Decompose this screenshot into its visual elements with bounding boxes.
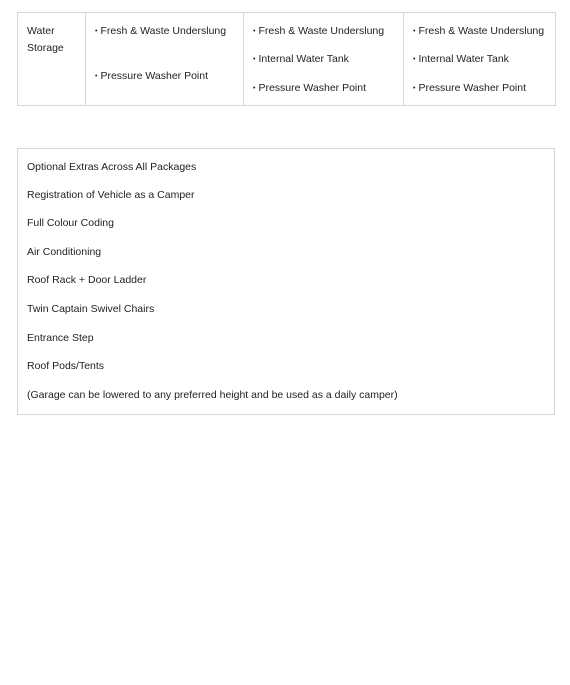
bullet-icon: • [413, 56, 416, 63]
list-item-label: Internal Water Tank [418, 53, 509, 65]
bullet-icon: • [95, 73, 98, 80]
bullet-icon: • [413, 85, 416, 92]
list-item: Twin Captain Swivel Chairs [27, 303, 155, 315]
list-item-label: Internal Water Tank [258, 53, 349, 65]
package-cell-1 [86, 13, 244, 106]
list-item [95, 23, 226, 40]
row-label-cell [18, 13, 86, 106]
list-item-label: Pressure Washer Point [418, 82, 527, 94]
list-item [413, 51, 509, 68]
list-item [253, 80, 366, 97]
list-item: (Garage can be lowered to any preferred height and be used as a daily camper) [27, 389, 398, 401]
list-item [95, 68, 208, 85]
list-item: Roof Rack + Door Ladder [27, 274, 147, 286]
list-item-label: Fresh & Waste Underslung [100, 25, 227, 37]
list-item-label: Fresh & Waste Underslung [258, 25, 385, 37]
bullet-icon: • [413, 28, 416, 35]
list-item: Air Conditioning [27, 246, 102, 258]
package-cell-2 [244, 13, 404, 106]
list-item: Entrance Step [27, 332, 94, 344]
bullet-icon: • [95, 28, 98, 35]
bullet-icon: • [253, 56, 256, 63]
list-item-label: Pressure Washer Point [100, 70, 209, 82]
bullet-icon: • [253, 28, 256, 35]
list-item-label: Fresh & Waste Underslung [418, 25, 545, 37]
list-item [413, 23, 544, 40]
optional-extras-heading: Optional Extras Across All Packages [27, 161, 197, 173]
package-cell-3 [404, 13, 556, 106]
optional-extras-panel [17, 148, 555, 415]
list-item [253, 23, 384, 40]
list-item [413, 80, 526, 97]
list-item [253, 51, 349, 68]
list-item-label: Pressure Washer Point [258, 82, 367, 94]
water-storage-table [17, 12, 556, 106]
list-item: Roof Pods/Tents [27, 360, 105, 372]
list-item: Full Colour Coding [27, 217, 114, 229]
list-item: Registration of Vehicle as a Camper [27, 189, 195, 201]
bullet-icon: • [253, 85, 256, 92]
row-label: Water Storage [27, 25, 64, 54]
table-row [18, 13, 556, 106]
